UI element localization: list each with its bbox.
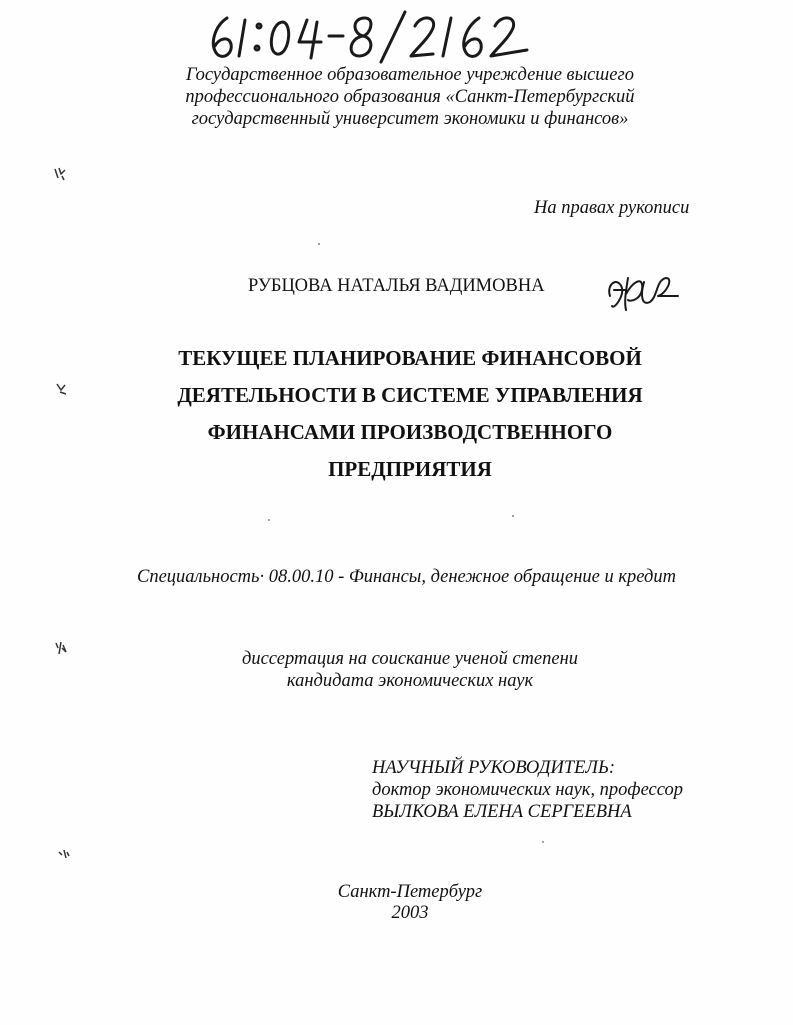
scan-speck xyxy=(268,519,270,521)
scan-artifact-mark xyxy=(52,166,68,182)
thesis-title-line: ПРЕДПРИЯТИЯ xyxy=(328,457,492,481)
year: 2003 xyxy=(391,903,429,923)
scan-artifact-mark xyxy=(54,380,70,396)
thesis-title-line: ДЕЯТЕЛЬНОСТИ В СИСТЕМЕ УПРАВЛЕНИЯ xyxy=(177,383,643,407)
scan-artifact-mark xyxy=(53,640,69,656)
place-and-year xyxy=(0,882,793,924)
manuscript-rights-note: На правах рукописи xyxy=(534,198,690,218)
author-signature xyxy=(600,266,680,316)
degree-line: кандидата экономических наук xyxy=(286,671,534,691)
scan-speck xyxy=(318,243,320,245)
supervisor-name: ВЫЛКОВА ЕЛЕНА СЕРГЕЕВНА xyxy=(372,802,632,822)
supervisor-heading: НАУЧНЫЙ РУКОВОДИТЕЛЬ: xyxy=(372,758,616,778)
specialty-line: Специальность· 08.00.10 - Финансы, денежное обращение и кредит xyxy=(137,567,676,587)
degree-line: диссертация на соискание ученой степени xyxy=(241,649,578,669)
scan-speck xyxy=(512,515,514,517)
scan-artifact-mark xyxy=(56,846,72,862)
institution-line: государственный университет экономики и финансов» xyxy=(191,109,629,129)
scientific-supervisor xyxy=(372,757,683,823)
thesis-title xyxy=(0,340,793,488)
handwritten-catalog-number xyxy=(205,4,535,66)
author-name: РУБЦОВА НАТАЛЬЯ ВАДИМОВНА xyxy=(248,276,545,296)
thesis-title-line: ТЕКУЩЕЕ ПЛАНИРОВАНИЕ ФИНАНСОВОЙ xyxy=(178,346,642,370)
institution-name xyxy=(0,64,793,130)
thesis-title-line: ФИНАНСАМИ ПРОИЗВОДСТВЕННОГО xyxy=(207,420,613,444)
institution-line: профессионального образования «Санкт-Петербургский xyxy=(185,87,635,107)
institution-line: Государственное образовательное учреждение высшего xyxy=(186,65,634,85)
city: Санкт-Петербург xyxy=(337,882,483,902)
degree-description xyxy=(0,648,793,692)
scan-speck xyxy=(542,841,544,843)
supervisor-credentials: доктор экономических наук, профессор xyxy=(372,780,683,800)
